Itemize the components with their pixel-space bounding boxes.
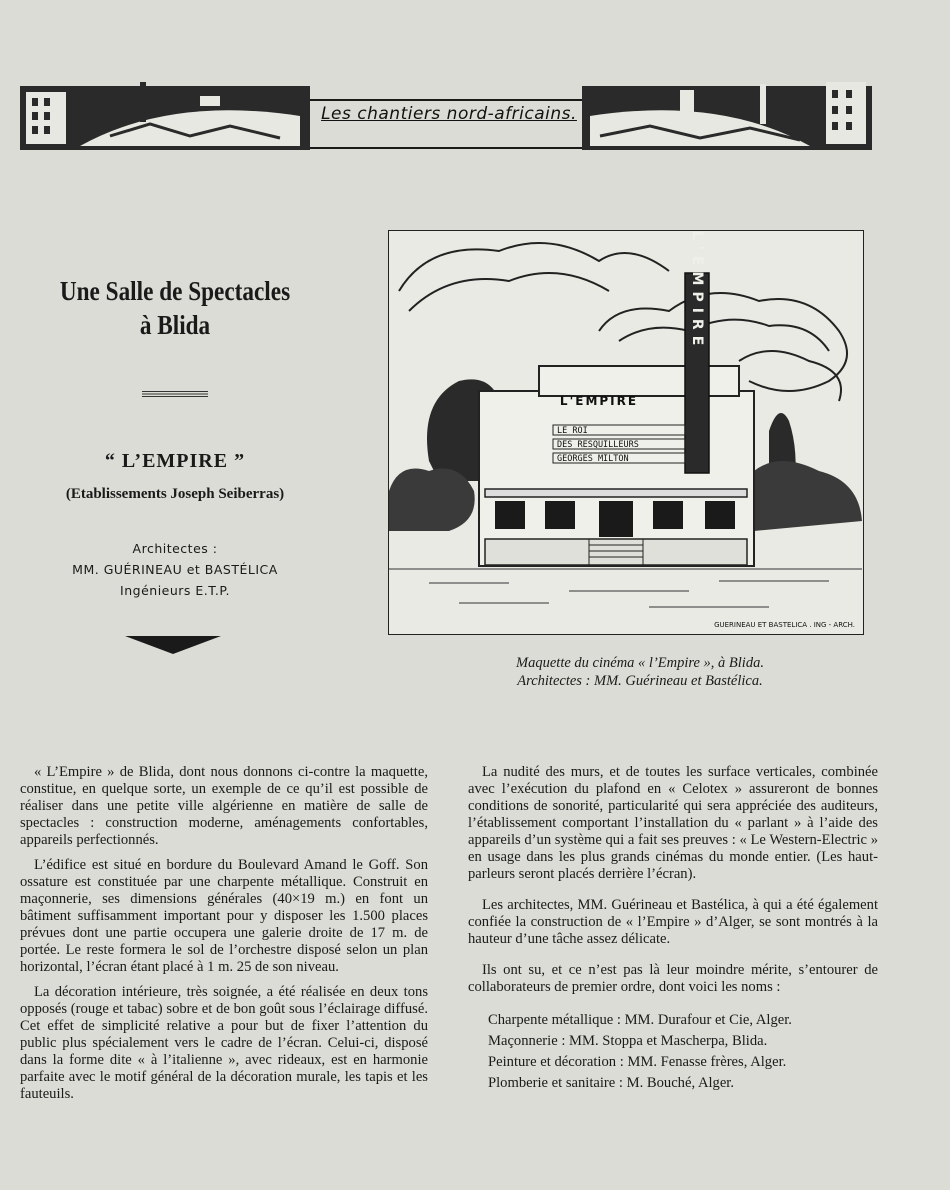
body-column-right [468,764,878,1094]
illustration-caption [440,654,840,690]
tower-sign: L'EMPIRE [689,231,705,352]
paragraph: La décoration intérieure, très soignée, a été réalisée en deux tons opposés (rouge et tabac) sobre et de bon goût sous l’éclairage diffusé. Cet effet de simplicité relative a pour but de fixer l’attention du public plus spécialement vers le cadre de l’écran. Celui-ci, disposé dans la forme dite « à l’italienne », avec rideaux, est en harmonie parfaite avec le motif général de la décoration murale, les tapis et les fauteuils. [20,984,428,1102]
paragraph: L’édifice est situé en bordure du Boulevard Amand le Goff. Son ossature est constituée par une charpente métallique. Construit en maçonnerie, ses dimensions générales (40×19 m.) en font un bâtiment suffisamment important pour y disposer les 1.500 places prévues dont une partie occupera une galerie droite de 17 m. de portée. Le reste formera le sol de l’orchestre disposé selon un plan horizontal, l’écran étant placé à 1 m. 25 de son niveau. [20,857,428,975]
marquee-line-1: LE ROI [557,426,588,436]
illustration-signature: GUERINEAU ET BASTELICA . ING - ARCH. [714,621,855,629]
banner-right-vignette [582,82,872,150]
cinema-illustration [388,230,864,635]
caption-line-2: Architectes : MM. Guérineau et Bastélica. [517,673,763,689]
paragraph: Les architectes, MM. Guérineau et Bastélica, à qui a été également confiée la construction de « l’Empire » d’Alger, se sont montrés à la hauteur d’une tâche assez délicate. [468,897,878,947]
triangle-ornament [125,636,221,654]
architects: MM. GUÉRINEAU et BASTÉLICA [72,562,278,577]
article-title [42,274,309,342]
caption-line-1: Maquette du cinéma « l’Empire », à Blida. [516,655,764,671]
paragraph: La nudité des murs, et de toutes les surface verticales, combinée avec l’exécution du plafond en « Celotex » assureront de bonnes conditions de sonorité, particularité qui sera appréciée des auditeurs, l’établissement comportant l’installation du « parlant » à l’aide des appareils d’un système qui a fait ses preuves : « Le Western-Electric » en usage dans les plus grands cinémas du monde entier. (Les haut-parleurs seront placés derrière l’écran). [468,764,878,882]
title-line-2: à Blida [139,310,211,340]
list-item: Plomberie et sanitaire : M. Bouché, Alger. [488,1075,735,1091]
decorative-rule [142,390,208,398]
engineers: Ingénieurs E.T.P. [120,583,230,598]
banner-title: Les chantiers nord-africains. [321,104,577,124]
body-column-left [20,764,428,1111]
list-item: Charpente métallique : MM. Durafour et Cie, Alger. [488,1012,792,1028]
list-item: Maçonnerie : MM. Stoppa et Mascherpa, Blida. [488,1033,768,1049]
marquee-line-3: GEORGES MILTON [557,454,629,464]
cinema-drawing [389,231,862,633]
title-line-1: Une Salle de Spectacles [59,276,291,306]
paragraph: Ils ont su, et ce n’est pas là leur moindre mérite, s’entourer de collaborateurs de premier ordre, dont voici les noms : [468,962,878,995]
shrubs-right [754,461,862,531]
paragraph: « L’Empire » de Blida, dont nous donnons ci-contre la maquette, constitue, en quelque sorte, un exemple de ce qu’il est possible de réaliser dans une petite ville algérienne en matière de salle de spectacles : construction moderne, aménagements confortables, appareils perfectionnés. [20,764,428,848]
banner-left-vignette [20,82,310,150]
credits [30,538,320,601]
ground [389,569,862,607]
establishment: (Etablissements Joseph Seiberras) [65,486,285,502]
cinema-name: “ L’EMPIRE ” [104,450,246,472]
building [479,231,754,566]
contractors-list [488,1010,878,1094]
marquee-line-2: DES RESQUILLEURS [557,440,639,450]
credits-label: Architectes : [132,541,218,556]
shrubs-left [389,469,475,532]
list-item: Peinture et décoration : MM. Fenasse frères, Alger. [488,1054,787,1070]
facade-sign: L'EMPIRE [559,394,639,408]
